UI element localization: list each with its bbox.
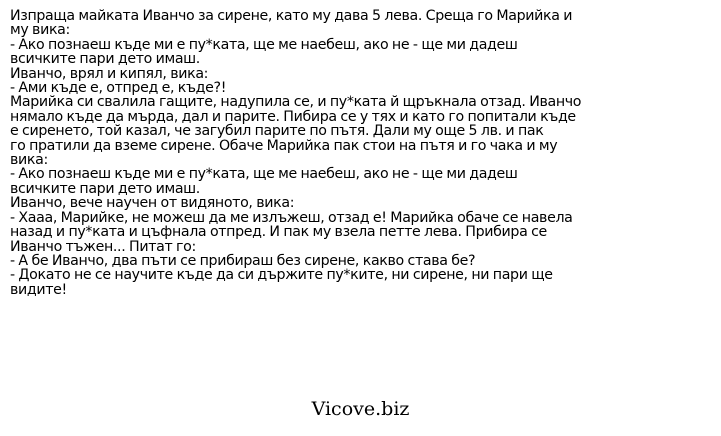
joke-line: е сиренето, той казал, че загубил парите по пътя. Дали му още 5 лв. и пак [10,123,544,140]
joke-line: Иванчо, врял и кипял, вика: [10,65,209,82]
joke-line: вика: [10,152,48,169]
joke-line: всичките пари дето имаш. [10,180,200,197]
joke-line: - Докато не се научите къде да си държите пу*ките, ни сирене, ни пари ще [10,267,553,284]
joke-line: Изпраща майката Иванчо за сирене, като му дава 5 лева. Среща го Марийка и [10,8,573,24]
joke-line: - А бе Иванчо, два пъти се прибираш без сирене, какво става бе? [10,252,476,269]
joke-line: - Хааа, Марийке, не можеш да ме излъжеш, отзад е! Марийка обаче се навела [10,209,573,226]
joke-line: назад и пу*ката и цъфнала отпред. И пак му взела петте лева. Прибира се [10,224,547,241]
joke-line: Марийка си свалила гащите, надупила се, и пу*ката й щръкнала отзад. Иванчо [10,94,582,111]
joke-line: Иванчо тъжен... Питат го: [10,238,196,255]
joke-line: нямало къде да мърда, дал и парите. Пибира се у тях и като го попитали къде [10,108,576,125]
joke-line: видите! [10,281,67,298]
joke-line: - Ами къде е, отпред е, къде?! [10,80,227,97]
joke-line: всичките пари дето имаш. [10,51,200,68]
joke-line: Иванчо, вече научен от видяното, вика: [10,195,295,212]
joke-line: - Ако познаеш къде ми е пу*ката, ще ме наебеш, ако не - ще ми дадеш [10,166,518,183]
site-watermark: Vicove.biz [311,398,410,420]
joke-line: го пратили да вземе сирене. Обаче Марийка пак стои на пътя и го чака и му [10,137,558,154]
joke-line: - Ако познаеш къде ми е пу*ката, ще ме наебеш, ако не - ще ми дадеш [10,36,518,53]
joke-line: му вика: [10,22,70,39]
joke-text [10,9,710,297]
